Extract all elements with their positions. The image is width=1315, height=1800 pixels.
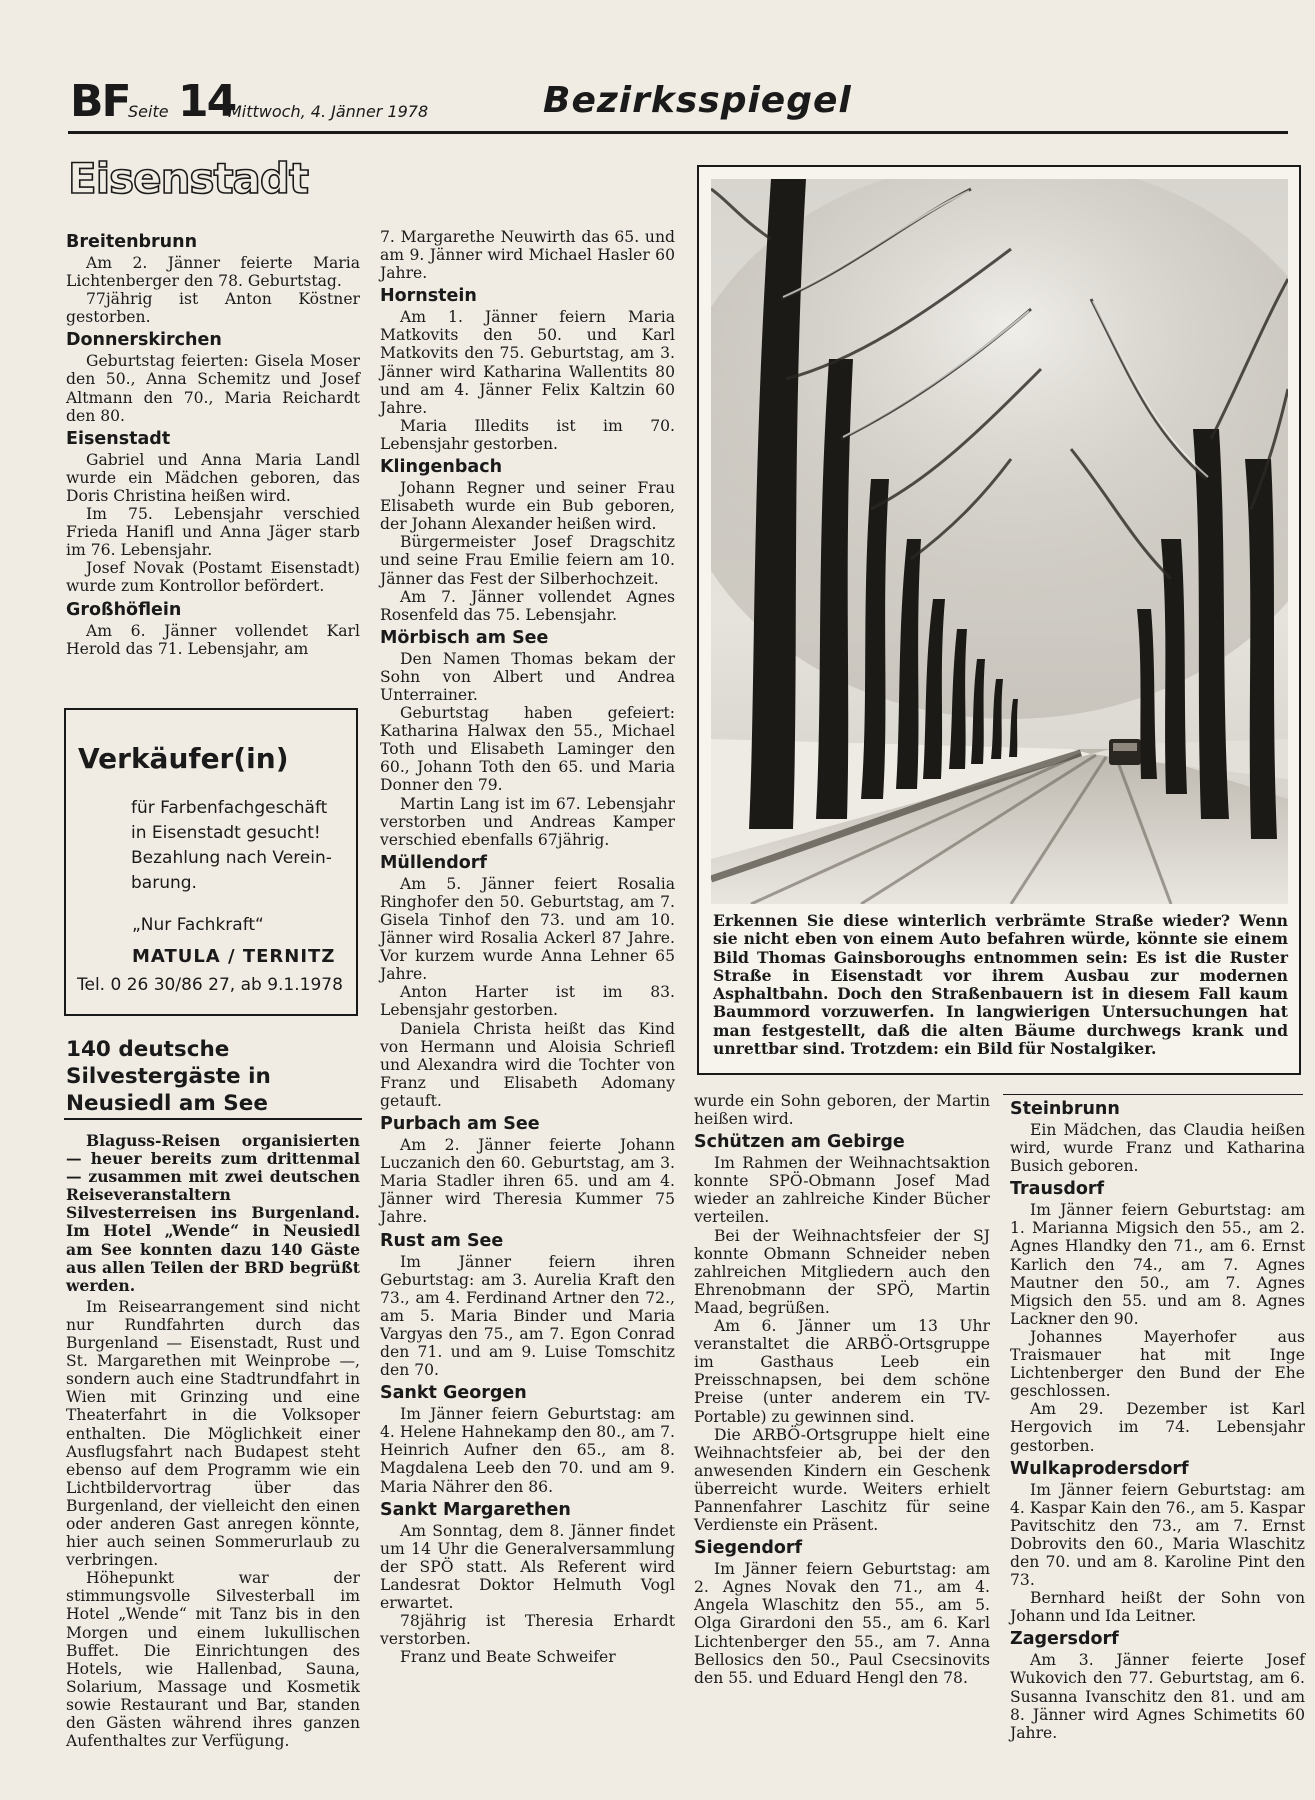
locality-heading: Steinbrunn [1010,1099,1120,1119]
news-paragraph: Im Rahmen der Weihnachtsaktion konnte SPÖ-Obmann Josef Mad wieder an zahlreiche Kinder Bücher verteilen. [694,1154,990,1227]
story-headline: 140 deutsche Silvestergäste in Neusiedl am See [66,1037,271,1116]
locality-heading: Donnerskirchen [66,330,222,351]
page-number: 14 [178,76,236,127]
photo-caption: Erkennen Sie diese winterlich verbrämte Straße wieder? Wenn sie nicht eben von einem Auto befahren würde, könnte sie einem Bild Thomas Gainsboroughs entnommen sein: Es ist die Ruster Straße in Eisenstadt vor ihrem Ausbau zur modernen Asphaltbahn. Doch den Straßenbauern ist in diesem Fall kaum Baummord vorzuwerfen. In langwierigen Untersuchungen hat man festgestellt, daß die alten Bäume durchwegs krank und unrettbar sind. Trotzdem: ein Bild für Nostalgiker. [713,911,1288,1059]
ad-quote: „Nur Fachkraft“ [132,915,264,935]
locality-heading: Trausdorf [1010,1179,1105,1200]
locality-heading: Sankt Margarethen [380,1499,571,1520]
news-paragraph: Geburtstag haben gefeiert: Katharina Halwax den 55., Michael Toth und Elisabeth Laminger den 60., Johann Toth den 65. und Maria Donner den 79. [380,704,675,795]
city-title: Eisenstadt [68,154,309,203]
ad-body-line: in Eisenstadt gesucht! [131,823,321,843]
ad-telephone: Tel. 0 26 30/86 27, ab 9.1.1978 [77,975,343,995]
news-paragraph: Bürgermeister Josef Dragschitz und seine Frau Emilie feiern am 10. Jänner das Fest der Silberhochzeit. [380,533,675,588]
ad-title: Verkäufer(in) [78,742,289,775]
story-lead: Blaguss-Reisen organisierten — heuer bereits zum drittenmal — zusammen mit zwei deutschen Reiseveranstaltern Silvesterreisen ins Burgenland. Im Hotel „Wende“ in Neusiedl am See konnten dazu 140 Gäste aus allen Teilen der BRD begrüßt werden. [66,1131,360,1295]
locality-heading: Breitenbrunn [66,232,198,252]
locality-heading: Müllendorf [380,852,487,873]
news-paragraph: Gabriel und Anna Maria Landl wurde ein Mädchen geboren, das Doris Christina heißen wird. [66,450,360,505]
ad-body-line: für Farbenfachgeschäft [131,798,328,818]
masthead-logo: BF [70,76,130,127]
winter-avenue-photo [711,179,1288,904]
news-paragraph: Im Jänner feiern Geburtstag: am 4. Helene Hahnekamp den 80., am 7. Heinrich Aufner den 65., am 8. Magdalena Leeb den 70. und am 9. Maria Nährer den 86. [380,1405,675,1496]
news-paragraph: Johannes Mayerhofer aus Traismauer hat mit Inge Lichtenberger den Bund der Ehe geschlossen. [1010,1327,1305,1401]
news-paragraph: Am 6. Jänner vollendet Karl Herold das 71. Lebensjahr, am [66,621,360,658]
news-paragraph: Am 3. Jänner feierte Josef Wukovich den 77. Geburtstag, am 6. Susanna Ivanschitz den 81. und am 8. Jänner wird Agnes Schimetits 60 Jahre. [1010,1651,1305,1742]
column-1-news [66,228,360,658]
locality-heading: Sankt Georgen [380,1383,527,1404]
locality-heading: Großhöflein [66,599,182,620]
news-paragraph: Ein Mädchen, das Claudia heißen wird, wurde Franz und Katharina Busich geboren. [1010,1121,1305,1176]
news-paragraph: Johann Regner und seiner Frau Elisabeth wurde ein Bub geboren, der Johann Alexander heißen wird. [380,479,675,534]
news-paragraph: 78jährig ist Theresia Erhardt verstorben. [380,1612,675,1649]
locality-heading: Eisenstadt [66,428,171,449]
news-paragraph: Den Namen Thomas bekam der Sohn von Albert und Andrea Unterrainer. [380,649,675,704]
locality-heading: Hornstein [380,286,477,307]
locality-heading: Mörbisch am See [380,627,549,648]
locality-heading: Siegendorf [694,1538,803,1559]
story-paragraph: Höhepunkt war der stimmungsvolle Silvesterball im Hotel „Wende“ mit Tanz bis in den Morgen und einem lukullischen Buffet. Die Einrichtungen des Hotels, wie Hallenbad, Sauna, Solarium, Massage und Kosmetik sowie Restaurant und Bar, standen den Gästen während ihres ganzen Aufenthaltes zur Verfügung. [66,1569,360,1751]
ad-body-line: Bezahlung nach Verein- [131,848,332,868]
masthead-seite-label: Seite [128,102,169,121]
news-paragraph: Bei der Weihnachtsfeier der SJ konnte Obmann Schneider neben zahlreichen Mitgliedern auch den Ehrenobmann der SPÖ, Martin Maad, begrüßen. [694,1226,990,1317]
news-paragraph: Im Jänner feiern Geburtstag: am 2. Agnes Novak den 71., am 4. Angela Wlaschitz den 55., am 5. Olga Girardoni den 55., am 6. Karl Lichtenberger den 55., am 7. Anna Bellosics den 50., Paul Csecsinovits den 55. und Eduard Hengl den 78. [694,1560,990,1687]
news-paragraph: Am 1. Jänner feiern Maria Matkovits den 50. und Karl Matkovits den 75. Geburtstag, am 3. Jänner wird Katharina Wallentits 80 und am 4. Jänner Felix Kaltzin 60 Jahre. [380,308,675,417]
section-title: Bezirksspiegel [543,80,852,121]
job-advertisement [64,708,358,1016]
news-paragraph: Im Jänner feiern Geburtstag: am 1. Marianna Migsich den 55., am 2. Agnes Hlandky den 71., am 6. Ernst Karlich den 74., am 7. Agnes Mautner den 50., am 7. Agnes Migsich den 55. und am 8. Agnes Lackner den 90. [1010,1201,1305,1328]
news-paragraph: Geburtstag feierten: Gisela Moser den 50., Anna Schemitz und Josef Altmann den 70., Maria Reichardt den 80. [66,352,360,425]
news-paragraph: Am 5. Jänner feiert Rosalia Ringhofer den 50. Geburtstag, am 7. Gisela Tinhof den 73. und am 10. Jänner wird Rosalia Ackerl 87 Jahre. Vor kurzem wurde Anna Lehner 65 Jahre. [380,874,675,984]
locality-heading: Wulkaprodersdorf [1010,1458,1189,1479]
locality-heading: Purbach am See [380,1114,540,1135]
locality-heading: Schützen am Gebirge [694,1132,905,1153]
news-paragraph: Franz und Beate Schweifer [400,1648,616,1667]
locality-heading: Zagersdorf [1010,1629,1119,1650]
news-paragraph: Am 29. Dezember ist Karl Hergovich im 74. Lebensjahr gestorben. [1010,1400,1305,1455]
photo-box [697,165,1301,1075]
news-paragraph: Im 75. Lebensjahr verschied Frieda Hanifl und Anna Jäger starb im 76. Lebensjahr. [66,505,360,560]
news-paragraph: Am 7. Jänner vollendet Agnes Rosenfeld das 75. Lebensjahr. [380,587,675,624]
news-paragraph: Am 2. Jänner feierte Maria Lichtenberger den 78. Geburtstag. [66,254,360,291]
story-rule [64,1118,362,1120]
column-4-news [1010,1095,1305,1742]
story-text [66,1132,360,1750]
news-paragraph: Bernhard heißt der Sohn von Johann und Ida Leitner. [1010,1589,1305,1626]
news-paragraph: Die ARBÖ-Ortsgruppe hielt eine Weihnachtsfeier ab, bei der den anwesenden Kindern ein Geschenk überreicht wurde. Weiters erhielt Pannenfahrer Laschitz für seine Verdienste ein Präsent. [694,1425,990,1535]
news-paragraph: Am 6. Jänner um 13 Uhr veranstaltet die ARBÖ-Ortsgruppe im Gasthaus Leeb ein Preisschnapsen, bei dem schöne Preise (unter anderem ein TV-Portable) zu gewinnen sind. [694,1317,990,1426]
news-paragraph: 7. Margarethe Neuwirth das 65. und am 9. Jänner wird Michael Hasler 60 Jahre. [380,228,675,283]
masthead-rule [68,131,1288,134]
column-3-news [694,1092,990,1687]
story-paragraph: Im Reisearrangement sind nicht nur Rundfahrten durch das Burgenland — Eisenstadt, Rust und St. Margarethen mit Weinprobe —, sondern auch eine Stadtrundfahrt in Wien mit Grinzing und eine Theaterfahrt in die Volksoper enthalten. Die Möglichkeit einer Ausflugsfahrt nach Budapest steht ebenso auf dem Programm wie ein Lichtbildervortrag über das Burgenland, der vielleicht den einen oder anderen Gast anregen könnte, hier auch seinen Sommerurlaub zu verbringen. [66,1297,360,1570]
news-paragraph: wurde ein Sohn geboren, der Martin heißen wird. [694,1092,990,1129]
issue-date: Mittwoch, 4. Jänner 1978 [228,102,429,121]
news-paragraph: Am 2. Jänner feierte Johann Luczanich den 60. Geburtstag, am 3. Maria Stadler ihren 65. und am 4. Jänner wird Theresia Kummer 75 Jahre. [380,1136,675,1227]
ad-body [131,796,332,896]
news-paragraph: Josef Novak (Postamt Eisenstadt) wurde zum Kontrollor befördert. [66,559,360,596]
news-paragraph: Daniela Christa heißt das Kind von Hermann und Aloisia Schriefl und Alexandra wird die Tochter von Franz und Elisabeth Adomany getauft. [380,1019,675,1110]
news-paragraph: Im Jänner feiern ihren Geburtstag: am 3. Aurelia Kraft den 73., am 4. Ferdinand Artner den 72., am 5. Maria Binder und Maria Vargyas den 75., am 7. Egon Conrad den 71. und am 9. Luise Tomschitz den 70. [380,1252,675,1380]
news-paragraph: Im Jänner feiern Geburtstag: am 4. Kaspar Kain den 76., am 5. Kaspar Pavitschitz den 73., am 7. Ernst Dobrovits den 60., Maria Wlaschitz den 70. und am 8. Karoline Pint den 73. [1010,1480,1305,1590]
locality-heading: Klingenbach [380,457,503,478]
news-paragraph: Maria Illedits ist im 70. Lebensjahr gestorben. [380,416,675,453]
locality-heading: Rust am See [380,1230,504,1251]
news-paragraph: Martin Lang ist im 67. Lebensjahr verstorben und Andreas Kamper verschied ebenfalls 67jährig. [380,794,675,849]
news-paragraph: Am Sonntag, dem 8. Jänner findet um 14 Uhr die Generalversammlung der SPÖ statt. Als Referent wird Landesrat Doktor Helmuth Vogl erwartet. [380,1521,675,1612]
ad-body-line: barung. [131,873,197,893]
column-2-news [380,228,675,1666]
ad-firm: MATULA / TERNITZ [132,946,336,967]
news-paragraph: 77jährig ist Anton Köstner gestorben. [66,290,360,327]
news-paragraph: Anton Harter ist im 83. Lebensjahr gestorben. [380,983,675,1020]
